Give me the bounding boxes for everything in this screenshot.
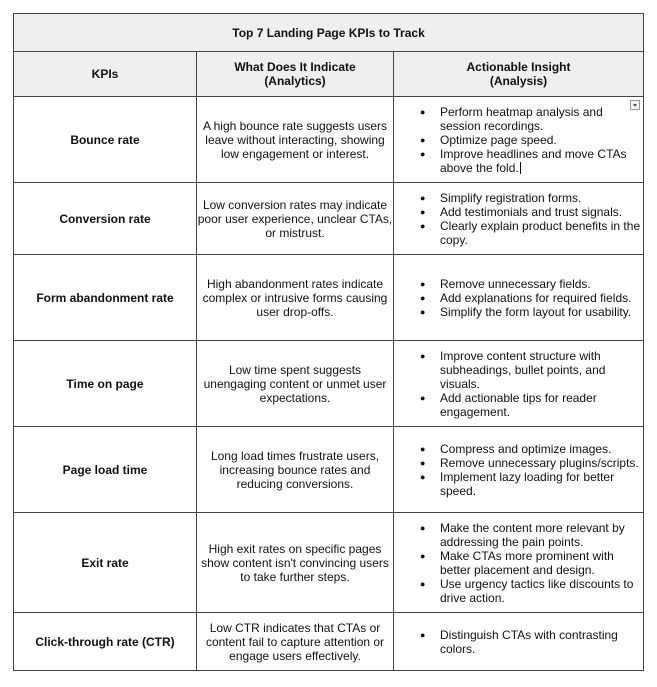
- insights-list: [394, 349, 643, 419]
- header-insight-line2: (Analysis): [489, 74, 548, 88]
- insight-item: [440, 105, 643, 133]
- insight-item: [440, 391, 643, 419]
- insight-text: Clearly explain product benefits in the copy.: [440, 218, 641, 247]
- kpi-table: [13, 13, 644, 671]
- insights-list: [394, 521, 643, 605]
- header-insight: [394, 52, 644, 97]
- header-kpis: [14, 52, 197, 97]
- kpi-name-cell: Conversion rate: [14, 183, 197, 255]
- table-row: [14, 613, 644, 671]
- insight-text: Add explanations for required fields.: [440, 290, 632, 305]
- insight-text: Simplify the form layout for usability.: [440, 304, 632, 319]
- insight-item: [440, 628, 643, 656]
- insight-text: Perform heatmap analysis and session recordings.: [440, 104, 603, 133]
- insight-item: [440, 277, 643, 291]
- insights-cell: [394, 513, 644, 613]
- insight-text: Remove unnecessary fields.: [440, 276, 591, 291]
- insights-cell: [394, 97, 644, 183]
- insight-item: [440, 456, 643, 470]
- insights-cell: [394, 427, 644, 513]
- header-kpis-label: KPIs: [91, 67, 119, 81]
- insight-item: [440, 521, 643, 549]
- indicates-cell: Low CTR indicates that CTAs or content fail to capture attention or engage users effectively.: [197, 613, 394, 671]
- indicates-cell: A high bounce rate suggests users leave without interacting, showing low engagement or interest.: [197, 97, 394, 183]
- header-indicate: [197, 52, 394, 97]
- table-row: [14, 255, 644, 341]
- insight-item: [440, 205, 643, 219]
- insight-text: Improve headlines and move CTAs above the fold.: [440, 146, 627, 175]
- table-row: [14, 513, 644, 613]
- insight-text: Compress and optimize images.: [440, 441, 612, 456]
- insight-item: [440, 133, 643, 147]
- insight-item: [440, 219, 643, 247]
- insight-text: Distinguish CTAs with contrasting colors.: [440, 627, 618, 656]
- table-row: [14, 341, 644, 427]
- header-indicate-line1: What Does It Indicate: [234, 60, 356, 74]
- table-body: [14, 97, 644, 671]
- indicates-cell: High abandonment rates indicate complex or intrusive forms causing user drop-offs.: [197, 255, 394, 341]
- insight-text: Use urgency tactics like discounts to drive action.: [440, 576, 634, 605]
- table-title: Top 7 Landing Page KPIs to Track: [14, 14, 644, 52]
- indicates-cell: Low time spent suggests unengaging content or unmet user expectations.: [197, 341, 394, 427]
- insights-cell: [394, 613, 644, 671]
- insight-item: [440, 549, 643, 577]
- insights-list: [394, 442, 643, 498]
- kpi-name-cell: Page load time: [14, 427, 197, 513]
- kpi-name-cell: Click-through rate (CTR): [14, 613, 197, 671]
- chevron-down-icon[interactable]: [630, 100, 640, 110]
- table-row: [14, 97, 644, 183]
- title-row: [14, 14, 644, 52]
- insights-list: [394, 277, 643, 319]
- insight-item: [440, 191, 643, 205]
- insights-cell: [394, 255, 644, 341]
- insight-item: [440, 442, 643, 456]
- insight-item: [440, 349, 643, 391]
- indicates-cell: Long load times frustrate users, increasing bounce rates and reducing conversions.: [197, 427, 394, 513]
- insight-text: Simplify registration forms.: [440, 190, 582, 205]
- insight-text: Add actionable tips for reader engagement.: [440, 390, 597, 419]
- insight-text: Make the content more relevant by addressing the pain points.: [440, 520, 625, 549]
- insight-text: Implement lazy loading for better speed.: [440, 469, 615, 498]
- insights-list: [394, 191, 643, 247]
- header-insight-line1: Actionable Insight: [466, 60, 571, 74]
- insights-list: [394, 105, 643, 175]
- table-row: [14, 427, 644, 513]
- table-row: [14, 183, 644, 255]
- insight-text: Improve content structure with subheadings, bullet points, and visuals.: [440, 348, 606, 391]
- kpi-name-cell: Time on page: [14, 341, 197, 427]
- insights-list: [394, 628, 643, 656]
- header-row: [14, 52, 644, 97]
- insight-item: [440, 147, 643, 175]
- indicates-cell: High exit rates on specific pages show content isn't convincing users to take further steps.: [197, 513, 394, 613]
- kpi-name-cell: Bounce rate: [14, 97, 197, 183]
- insight-text: Remove unnecessary plugins/scripts.: [440, 455, 639, 470]
- insight-text: Make CTAs more prominent with better placement and design.: [440, 548, 614, 577]
- insights-cell: [394, 183, 644, 255]
- text-cursor: [520, 162, 521, 174]
- kpi-name-cell: Form abandonment rate: [14, 255, 197, 341]
- insight-item: [440, 470, 643, 498]
- indicates-cell: Low conversion rates may indicate poor user experience, unclear CTAs, or mistrust.: [197, 183, 394, 255]
- header-indicate-line2: (Analytics): [264, 74, 326, 88]
- insight-text: Add testimonials and trust signals.: [440, 204, 623, 219]
- insight-text: Optimize page speed.: [440, 132, 557, 147]
- insight-item: [440, 305, 643, 319]
- kpi-name-cell: Exit rate: [14, 513, 197, 613]
- insights-cell: [394, 341, 644, 427]
- insight-item: [440, 291, 643, 305]
- insight-item: [440, 577, 643, 605]
